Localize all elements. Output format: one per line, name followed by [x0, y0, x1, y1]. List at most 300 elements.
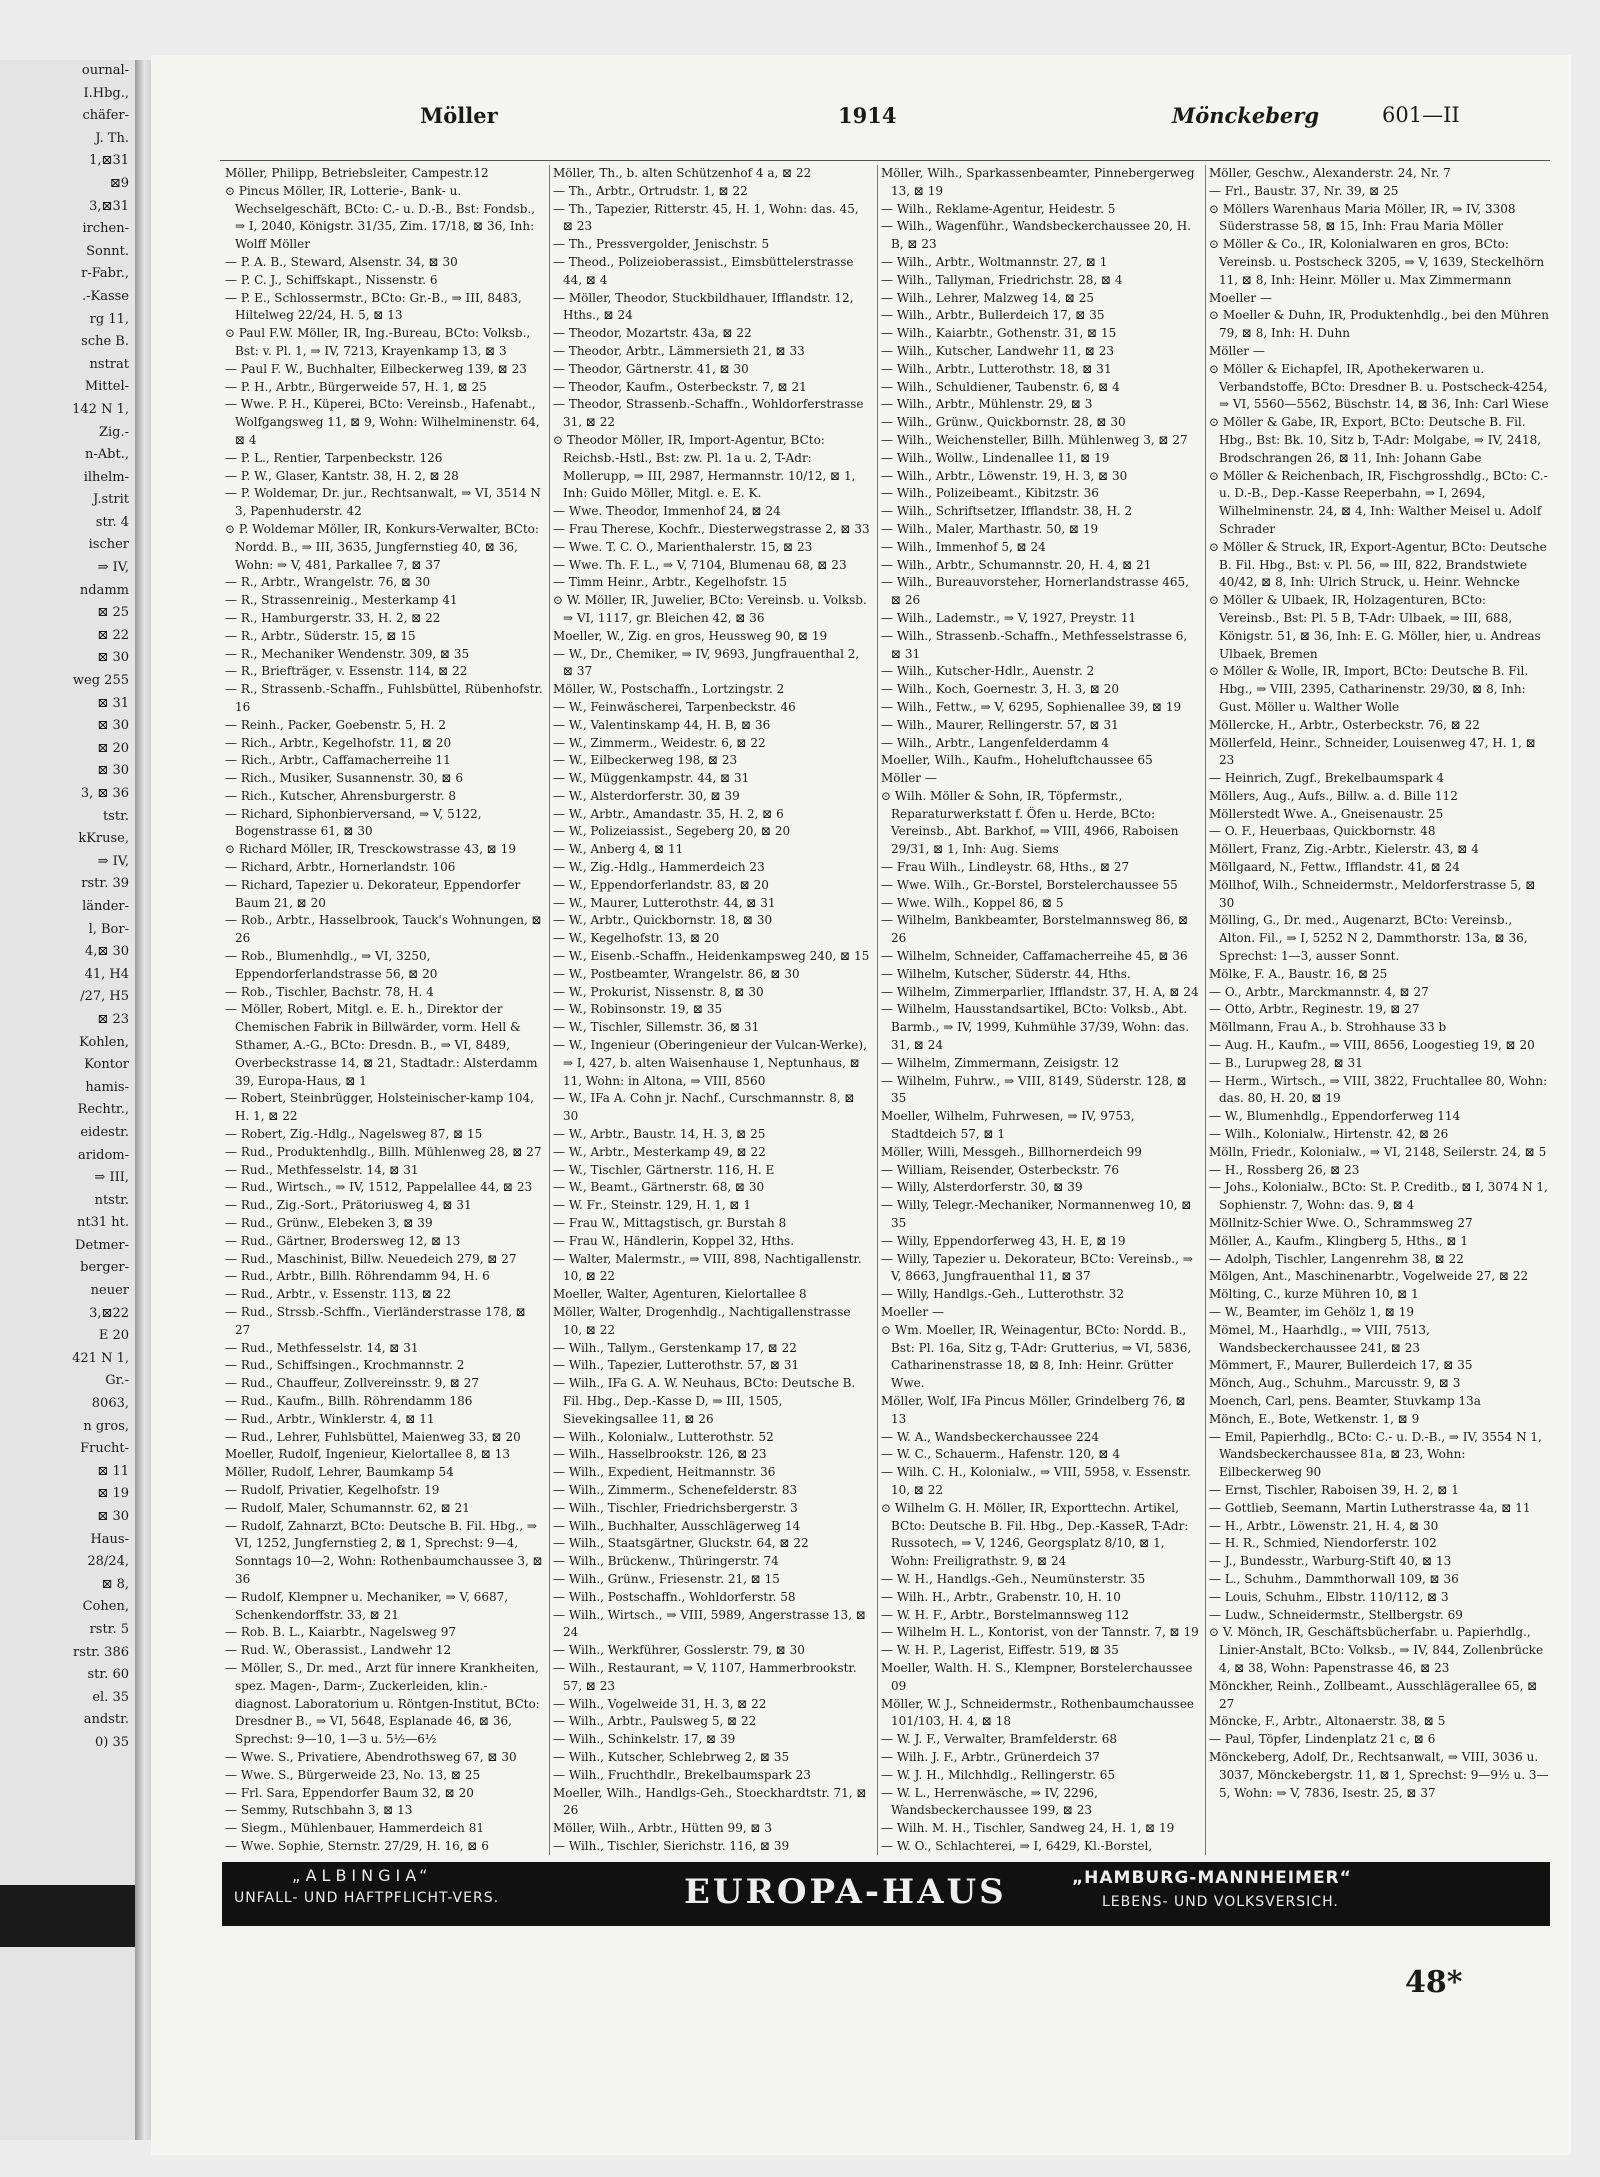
- directory-entry: — Rud., Gärtner, Brodersweg 12, ⊠ 13: [225, 1233, 461, 1248]
- directory-entry: Möller, A., Kaufm., Klingberg 5, Hths., ⊠ 1: [1209, 1233, 1469, 1248]
- directory-entry: Möller, Willi, Messgeh., Billhornerdeich 99: [881, 1144, 1142, 1159]
- directory-entry: Moeller, Walter, Agenturen, Kielortallee 8: [553, 1287, 807, 1302]
- directory-entry: — Rudolf, Privatier, Kegelhofstr. 19: [225, 1482, 440, 1497]
- directory-entry: — W., Beamter, im Gehölz 1, ⊠ 19: [1209, 1305, 1414, 1319]
- directory-entry: Möllerfeld, Heinr., Schneider, Louisenweg 47, H. 1, ⊠ 23: [1209, 735, 1536, 768]
- directory-entry: Möller, Th., b. alten Schützenhof 4 a, ⊠ 22: [553, 166, 812, 180]
- directory-entry: Mönch, Aug., Schuhm., Marcusstr. 9, ⊠ 3: [1209, 1376, 1461, 1391]
- directory-entry: — W., Valentinskamp 44, H. B, ⊠ 36: [553, 717, 771, 732]
- directory-entry: — Wilh., Schriftsetzer, Ifflandstr. 38, H. 2: [881, 504, 1133, 519]
- directory-entry: ⊙ Möller & Wolle, IR, Import, BCto: Deutsche B. Fil. Hbg., ⇒ VIII, 2395, Catharinenstr. 29/30, ⊠ 8, Inh: Gust. Möller u. Walther Wolle: [1209, 664, 1529, 714]
- directory-entry: — Wwe. T. C. O., Marienthalerstr. 15, ⊠ 23: [553, 539, 813, 554]
- directory-entry: — Rudolf, Zahnarzt, BCto: Deutsche B. Fil. Hbg., ⇒ VI, 1252, Jungfernstieg 2, ⊠ 1, Sprechst: 9—4, Sonntags 10—2, Wohn: Rothenbaumchaussee 3, ⊠ 36: [225, 1518, 543, 1586]
- strip-line: rstr. 386: [73, 1644, 129, 1660]
- column-rule: [877, 165, 878, 1855]
- directory-entry: — Wilh., Arbtr., Löwenstr. 19, H. 3, ⊠ 30: [881, 468, 1128, 483]
- directory-entry: — O., Arbtr., Marckmannstr. 4, ⊠ 27: [1209, 984, 1429, 999]
- strip-line: 0) 35: [94, 1734, 129, 1750]
- directory-entry: — Richard, Tapezier u. Dekorateur, Eppendorfer Baum 21, ⊠ 20: [225, 877, 521, 910]
- directory-entry: Mölke, F. A., Baustr. 16, ⊠ 25: [1209, 966, 1388, 981]
- directory-entry: — Möller, Robert, Mitgl. e. E. h., Direktor der Chemischen Fabrik in Billwärder, vorm. Hell & Sthamer, A.-G., BCto: Dresdn. B., ⇒ VI, 8489, Overbeckstrasse 14, ⊠ 21, Stadtadr.: Alsterdamm 39, Europa-Haus, ⊠ 1: [225, 1002, 538, 1088]
- directory-entry: — Rud., Lehrer, Fuhlsbüttel, Maienweg 33, ⊠ 20: [225, 1429, 521, 1444]
- directory-entry: — W., Tischler, Sillemstr. 36, ⊠ 31: [553, 1020, 760, 1035]
- directory-entry: ⊙ Möller & Gabe, IR, Export, BCto: Deutsche B. Fil. Hbg., Bst: Bk. 10, Sitz b, T-Adr: Molgabe, ⇒ IV, 2418, Brodschrangen 26, ⊠ 11, Inh: Johann Gabe: [1209, 415, 1542, 465]
- directory-entry: — Wwe. S., Bürgerweide 23, No. 13, ⊠ 25: [225, 1767, 481, 1782]
- directory-entry: — P. Woldemar, Dr. jur., Rechtsanwalt, ⇒ VI, 3514 N 3, Papenhuderstr. 42: [225, 486, 541, 519]
- signature-mark: 48*: [1405, 1965, 1463, 2000]
- strip-line: J. Th.: [95, 130, 129, 146]
- directory-entry: Möller, Geschw., Alexanderstr. 24, Nr. 7: [1209, 166, 1451, 180]
- strip-line: n gros,: [83, 1418, 129, 1434]
- directory-entry: — J., Bundesstr., Warburg-Stift 40, ⊠ 13: [1209, 1554, 1452, 1569]
- directory-entry: — Wilh., Wollw., Lindenallee 11, ⊠ 19: [881, 450, 1110, 465]
- directory-entry: Möllhof, Wilh., Schneidermstr., Meldorferstrasse 5, ⊠ 30: [1209, 877, 1536, 910]
- strip-line: rstr. 39: [81, 876, 129, 892]
- strip-line: 421 N 1,: [72, 1350, 129, 1366]
- directory-entry: — P. A. B., Steward, Alsenstr. 34, ⊠ 30: [225, 254, 458, 269]
- directory-entry: — Wilhelm, Hausstandsartikel, BCto: Volksb., Abt. Barmb., ⇒ IV, 1999, Kuhmühle 37/39, Wohn: das. 31, ⊠ 24: [881, 1002, 1190, 1053]
- strip-line: ⊠ 20: [97, 740, 129, 756]
- directory-column-3: [881, 165, 1199, 1855]
- directory-entry: — Theodor, Mozartstr. 43a, ⊠ 22: [553, 326, 752, 341]
- strip-line: J.strit: [93, 492, 129, 508]
- strip-line: ⊠ 22: [97, 627, 129, 643]
- directory-entry: — W. Fr., Steinstr. 129, H. 1, ⊠ 1: [553, 1198, 751, 1213]
- strip-line: Zig.-: [98, 424, 129, 440]
- directory-entry: ⊙ Möller & Struck, IR, Export-Agentur, BCto: Deutsche B. Fil. Hbg., Bst: v. Pl. 56, ⇒ III, 822, Brandstwiete 40/42, ⊠ 8, Inh: Ulrich Struck, u. Heinr. Wehncke: [1209, 539, 1547, 590]
- directory-entry: — Ernst, Tischler, Raboisen 39, H. 2, ⊠ 1: [1209, 1482, 1459, 1497]
- strip-line: ⊠ 19: [97, 1486, 129, 1502]
- directory-entry: — Wilh., Maurer, Rellingerstr. 57, ⊠ 31: [881, 717, 1119, 732]
- directory-entry: — Wwe. Sophie, Sternstr. 27/29, H. 16, ⊠ 6: [225, 1838, 489, 1853]
- directory-entry: Moench, Carl, pens. Beamter, Stuvkamp 13a: [1209, 1393, 1481, 1408]
- directory-entry: ⊙ W. Möller, IR, Juwelier, BCto: Vereinsb. u. Volksb. ⇒ VI, 1117, gr. Bleichen 42, ⊠ 36: [553, 593, 867, 625]
- directory-entry: — Rud., Produktenhdlg., Billh. Mühlenweg 28, ⊠ 27: [225, 1144, 542, 1159]
- directory-entry: — R., Arbtr., Süderstr. 15, ⊠ 15: [225, 628, 416, 643]
- directory-entry: — Wilh., Kutscher-Hdlr., Auenstr. 2: [881, 664, 1095, 679]
- directory-entry: — Rich., Kutscher, Ahrensburgerstr. 8: [225, 788, 457, 803]
- ad-hamburg-mannheimer: „HAMBURG-MANNHEIMER“: [1072, 1868, 1352, 1888]
- directory-entry: — Wilh., Koch, Goernestr. 3, H. 3, ⊠ 20: [881, 682, 1119, 697]
- ad-albingia-sub: UNFALL- UND HAFTPFLICHT-VERS.: [234, 1890, 500, 1906]
- directory-entry: — P. H., Arbtr., Bürgerweide 57, H. 1, ⊠ 25: [225, 379, 487, 394]
- directory-entry: — Wilh., Grünw., Quickbornstr. 28, ⊠ 30: [881, 415, 1126, 430]
- directory-entry: — P. W., Glaser, Kantstr. 38, H. 2, ⊠ 28: [225, 468, 459, 483]
- strip-line: Frucht-: [80, 1441, 129, 1457]
- strip-line: 4,⊠ 30: [85, 944, 129, 960]
- directory-entry: Möllmann, Frau A., b. Strohhause 33 b: [1209, 1020, 1447, 1035]
- directory-entry: — Wilh., Zimmerm., Schenefelderstr. 83: [553, 1482, 798, 1497]
- directory-entry: — Wilh., Reklame-Agentur, Heidestr. 5: [881, 201, 1116, 216]
- directory-entry: — Wilh., Arbtr., Mühlenstr. 29, ⊠ 3: [881, 397, 1093, 412]
- strip-line: 3,⊠22: [89, 1305, 129, 1321]
- directory-entry: — Th., Arbtr., Ortrudstr. 1, ⊠ 22: [553, 183, 748, 198]
- strip-line: chäfer-: [82, 108, 129, 124]
- directory-entry: — W., Arbtr., Amandastr. 35, H. 2, ⊠ 6: [553, 806, 784, 821]
- directory-entry: — W., Kegelhofstr. 13, ⊠ 20: [553, 931, 720, 946]
- directory-entry: Möller, W., Postschaffn., Lortzingstr. 2: [553, 682, 785, 697]
- directory-entry: Möller, Rudolf, Lehrer, Baumkamp 54: [225, 1465, 454, 1480]
- directory-entry: — Wwe. Wilh., Gr.-Borstel, Borstelerchaussee 55: [881, 877, 1178, 892]
- directory-entry: Mölling, G., Dr. med., Augenarzt, BCto: Vereinsb., Alton. Fil., ⇒ I, 5252 N 2, Dammthorstr. 13a, ⊠ 36, Sprechst: 1—3, ausser Sonnt.: [1209, 913, 1528, 964]
- directory-entry: — Wilh., Tischler, Sierichstr. 116, ⊠ 39: [553, 1838, 790, 1853]
- directory-entry: — Wilh. J. F., Arbtr., Grünerdeich 37: [881, 1749, 1100, 1764]
- directory-entry: — Möller, S., Dr. med., Arzt für innere Krankheiten, spez. Magen-, Darm-, Zuckerleiden, klin.-diagnost. Laboratorium u. Röntgen-Institut, BCto: Dresdner B., ⇒ VI, 5648, Esplanade 46, ⊠ 36, Sprechst: 9—10, 1—3 u. 5½—6½: [225, 1660, 540, 1747]
- directory-entry: Moeller, Wilh., Handlgs-Geh., Stoeckhardtstr. 71, ⊠ 26: [553, 1785, 867, 1818]
- directory-entry: Mömel, M., Haarhdlg., ⇒ VIII, 7513, Wandsbeckerchaussee 241, ⊠ 23: [1209, 1322, 1430, 1355]
- directory-entry: — Wilh., Expedient, Heitmannstr. 36: [553, 1465, 776, 1480]
- directory-entry: ⊙ Wilhelm G. H. Möller, IR, Exporttechn. Artikel, BCto: Deutsche B. Fil. Hbg., Dep.-KasseR, T-Adr: Russotech, ⇒ V, 1246, Georgsplatz 8/10, ⊠ 1, Wohn: Freiligrathstr. 9, ⊠ 24: [881, 1500, 1189, 1569]
- directory-entry: — Rudolf, Maler, Schumannstr. 62, ⊠ 21: [225, 1500, 470, 1515]
- directory-entry: — Rud., Grünw., Elebeken 3, ⊠ 39: [225, 1216, 433, 1231]
- directory-entry: — Rud., Maschinist, Billw. Neuedeich 279, ⊠ 27: [225, 1251, 517, 1266]
- header-right: Mönckeberg: [1172, 103, 1320, 128]
- directory-entry: — Ludw., Schneidermstr., Stellbergstr. 69: [1209, 1607, 1463, 1622]
- directory-entry: — Wilh., Staatsgärtner, Gluckstr. 64, ⊠ 22: [553, 1536, 809, 1551]
- directory-entry: — Wilh., Fruchthdlr., Brekelbaumspark 23: [553, 1767, 811, 1782]
- directory-entry: — Rud., Zig.-Sort., Prätoriusweg 4, ⊠ 31: [225, 1198, 472, 1213]
- strip-line: ilhelm-: [83, 469, 129, 485]
- directory-entry: Möller, Philipp, Betriebsleiter, Campestr.12: [225, 166, 489, 180]
- directory-entry: — Wilh., IFa G. A. W. Neuhaus, BCto: Deutsche B. Fil. Hbg., Dep.-Kasse D, ⇒ III, 1505, Sievekingsallee 11, ⊠ 26: [553, 1376, 856, 1426]
- ad-hamburg-mannheimer-sub: LEBENS- UND VOLKSVERSICH.: [1102, 1894, 1339, 1910]
- directory-entry: — Wilhelm H. L., Kontorist, von der Tannstr. 7, ⊠ 19: [881, 1625, 1199, 1640]
- directory-entry: — W. H. P., Lagerist, Eiffestr. 519, ⊠ 35: [881, 1643, 1119, 1658]
- directory-entry: Möller, Walter, Drogenhdlg., Nachtigallenstrasse 10, ⊠ 22: [553, 1305, 851, 1337]
- directory-entry: — W., IFa A. Cohn jr. Nachf., Curschmannstr. 8, ⊠ 30: [553, 1091, 855, 1124]
- directory-entry: — H. R., Schmied, Niendorferstr. 102: [1209, 1536, 1437, 1551]
- directory-entry: — Wilh., Postschaffn., Wohldorferstr. 58: [553, 1589, 796, 1604]
- directory-entry: ⊙ Moeller & Duhn, IR, Produktenhdlg., bei den Mühren 79, ⊠ 8, Inh: H. Duhn: [1209, 308, 1549, 341]
- directory-entry: — Siegm., Mühlenbauer, Hammerdeich 81: [225, 1821, 484, 1836]
- header-rule: [220, 160, 1550, 161]
- strip-line: länder-: [82, 898, 129, 914]
- directory-column-4: [1209, 165, 1549, 1855]
- strip-line: ⊠ 30: [97, 718, 129, 734]
- directory-entry: — William, Reisender, Osterbeckstr. 76: [881, 1162, 1119, 1177]
- advertisement-bar: [222, 1862, 1550, 1926]
- adjacent-page-strip: [0, 60, 135, 2140]
- header-left: Möller: [420, 103, 498, 128]
- directory-entry: — Möller, Theodor, Stuckbildhauer, Ifflandstr. 12, Hths., ⊠ 24: [553, 290, 854, 323]
- directory-entry: — Richard, Siphonbierversand, ⇒ V, 5122, Bogenstrasse 61, ⊠ 30: [225, 806, 482, 839]
- directory-entry: — Wilh., Lademstr., ⇒ V, 1927, Preystr. 11: [881, 610, 1137, 625]
- strip-line: Gr.-: [105, 1373, 129, 1389]
- strip-line: andstr.: [83, 1712, 129, 1728]
- strip-line: ischer: [88, 537, 129, 553]
- directory-entry: — Th., Pressvergolder, Jenischstr. 5: [553, 237, 770, 252]
- directory-entry: Mölln, Friedr., Kolonialw., ⇒ VI, 2148, Seilerstr. 24, ⊠ 5: [1209, 1144, 1547, 1159]
- directory-entry: — W., Prokurist, Nissenstr. 8, ⊠ 30: [553, 984, 764, 999]
- directory-entry: Möllers, Aug., Aufs., Billw. a. d. Bille 112: [1209, 788, 1458, 803]
- directory-entry: — Wilh., Kaiarbtr., Gothenstr. 31, ⊠ 15: [881, 326, 1117, 341]
- directory-entry: — Rob. B. L., Kaiarbtr., Nagelsweg 97: [225, 1625, 457, 1640]
- directory-entry: — W. A., Wandsbeckerchaussee 224: [881, 1429, 1099, 1444]
- directory-entry: — Wilh., Wagenführ., Wandsbeckerchaussee 20, H. B, ⊠ 23: [881, 219, 1191, 252]
- directory-entry: — Wilh., Tapezier, Lutterothstr. 57, ⊠ 31: [553, 1358, 800, 1373]
- directory-entry: — W. H., Handlgs.-Geh., Neumünsterstr. 35: [881, 1571, 1146, 1586]
- directory-entry: ⊙ Möller & Reichenbach, IR, Fischgrosshdlg., BCto: C.- u. D.-B., Dep.-Kasse Reeperbahn, ⇒ I, 2694, Wilhelminenstr. 24, ⊠ 4, Inh: Walther Meisel u. Adolf Schrader: [1209, 468, 1548, 536]
- strip-line: nstrat: [89, 356, 129, 372]
- strip-line: ⊠ 11: [97, 1463, 129, 1479]
- strip-line: n-Abt.,: [85, 447, 129, 463]
- directory-entry: — Semmy, Rutschbahn 3, ⊠ 13: [225, 1803, 413, 1818]
- strip-line: Sonnt.: [86, 243, 129, 259]
- strip-line: 3,⊠31: [89, 198, 129, 214]
- strip-line: Detmer-: [75, 1237, 129, 1253]
- directory-entry: — W. J. H., Milchhdlg., Rellingerstr. 65: [881, 1767, 1116, 1782]
- directory-entry: Möncke, F., Arbtr., Altonaerstr. 38, ⊠ 5: [1209, 1714, 1446, 1729]
- directory-entry: — Rud., Arbtr., v. Essenstr. 113, ⊠ 22: [225, 1287, 452, 1302]
- directory-entry: — Wilh., Grünw., Friesenstr. 21, ⊠ 15: [553, 1571, 780, 1586]
- directory-entry: ⊙ P. Woldemar Möller, IR, Konkurs-Verwalter, BCto: Nordd. B., ⇒ III, 3635, Jungfernstieg 40, ⊠ 36, Wohn: ⇒ V, 481, Parkallee 7, ⊠ 37: [225, 521, 539, 572]
- strip-line: I.Hbg.,: [83, 85, 129, 101]
- strip-line: nt31 ht.: [77, 1215, 129, 1231]
- directory-entry: — O. F., Heuerbaas, Quickbornstr. 48: [1209, 824, 1436, 839]
- directory-entry: — Frl., Baustr. 37, Nr. 39, ⊠ 25: [1209, 183, 1399, 198]
- directory-entry: — P. C. J., Schiffskapt., Nissenstr. 6: [225, 272, 438, 287]
- strip-line: ⊠ 30: [97, 650, 129, 666]
- directory-entry: — Rich., Arbtr., Kegelhofstr. 11, ⊠ 20: [225, 735, 452, 750]
- directory-entry: — Theodor, Kaufm., Osterbeckstr. 7, ⊠ 21: [553, 379, 807, 394]
- directory-entry: Moeller, Wilhelm, Fuhrwesen, ⇒ IV, 9753, Stadtdeich 57, ⊠ 1: [881, 1109, 1135, 1142]
- directory-entry: Mölgen, Ant., Maschinenarbtr., Vogelweide 27, ⊠ 22: [1209, 1269, 1529, 1284]
- directory-entry: — Wilh., Hasselbrookstr. 126, ⊠ 23: [553, 1447, 767, 1462]
- directory-entry: — Reinh., Packer, Goebenstr. 5, H. 2: [225, 717, 446, 732]
- directory-entry: — Wilh., Kolonialw., Hirtenstr. 42, ⊠ 26: [1209, 1127, 1449, 1142]
- directory-entry: — Wilh., Tischler, Friedrichsbergerstr. 3: [553, 1500, 798, 1515]
- directory-entry: — W., Maurer, Lutterothstr. 44, ⊠ 31: [553, 895, 776, 910]
- strip-line: ndamm: [79, 582, 129, 598]
- strip-line: 1,⊠31: [89, 153, 129, 169]
- directory-entry: — R., Strassenb.-Schaffn., Fuhlsbüttel, Rübenhofstr. 16: [225, 682, 543, 714]
- directory-entry: — W., Ingenieur (Oberingenieur der Vulcan-Werke), ⇒ I, 427, b. alten Waisenhause 1, Neptunhaus, ⊠ 11, Wohn: in Altona, ⇒ VIII, 8560: [553, 1038, 867, 1088]
- directory-entry: Möllgaard, N., Fettw., Ifflandstr. 41, ⊠ 24: [1209, 860, 1460, 875]
- directory-entry: — B., Lurupweg 28, ⊠ 31: [1209, 1055, 1363, 1070]
- directory-entry: — Rud., Methfesselstr. 14, ⊠ 31: [225, 1162, 419, 1177]
- directory-entry: — Wilh., Strassenb.-Schaffn., Methfesselstrasse 6, ⊠ 31: [881, 628, 1188, 661]
- directory-entry: — Wilhelm, Schneider, Caffamacherreihe 45, ⊠ 36: [881, 949, 1188, 964]
- directory-entry: — W., Anberg 4, ⊠ 11: [553, 842, 684, 857]
- strip-line: .-Kasse: [81, 288, 129, 304]
- strip-line: /27, H5: [80, 989, 129, 1005]
- directory-entry: ⊙ Paul F.W. Möller, IR, Ing.-Bureau, BCto: Volksb., Bst: v. Pl. 1, ⇒ IV, 7213, Krayenkamp 13, ⊠ 3: [225, 326, 531, 358]
- directory-entry: Möller —: [881, 771, 937, 786]
- strip-line: l, Bor-: [88, 921, 129, 937]
- directory-entry: — Robert, Steinbrügger, Holsteinischer-kamp 104, H. 1, ⊠ 22: [225, 1091, 534, 1124]
- directory-entry: — W., Arbtr., Quickbornstr. 18, ⊠ 30: [553, 913, 773, 928]
- directory-entry: — Wwe. P. H., Küperei, BCto: Vereinsb., Hafenabt., Wolfgangsweg 11, ⊠ 9, Wohn: Wilhelminenstr. 64, ⊠ 4: [225, 397, 540, 447]
- strip-line: ⊠ 25: [97, 605, 129, 621]
- directory-entry: — Wilh., Bureauvorsteher, Hornerlandstrasse 465, ⊠ 26: [881, 575, 1189, 608]
- directory-entry: — Willy, Handlgs.-Geh., Lutterothstr. 32: [881, 1287, 1124, 1302]
- strip-line: neuer: [90, 1283, 129, 1299]
- strip-line: Rechtr.,: [77, 1102, 129, 1118]
- strip-line: ournal-: [81, 63, 129, 78]
- strip-line: sche B.: [81, 334, 129, 350]
- directory-entry: — Wilh., Kutscher, Landwehr 11, ⊠ 23: [881, 343, 1115, 358]
- directory-entry: — Wwe. Wilh., Koppel 86, ⊠ 5: [881, 895, 1064, 910]
- directory-entry: — W., Zimmerm., Weidestr. 6, ⊠ 22: [553, 735, 766, 750]
- directory-entry: — W., Postbeamter, Wrangelstr. 86, ⊠ 30: [553, 966, 800, 981]
- directory-entry: — Rich., Musiker, Susannenstr. 30, ⊠ 6: [225, 771, 463, 786]
- directory-entry: — Wilh., Polizeibeamt., Kibitzstr. 36: [881, 486, 1099, 501]
- strip-line: ⇒ IV,: [97, 560, 129, 576]
- directory-entry: — Wilh., Fettw., ⇒ V, 6295, Sophienallee 39, ⊠ 19: [881, 699, 1182, 714]
- directory-entry: — Willy, Telegr.-Mechaniker, Normannenweg 10, ⊠ 35: [881, 1198, 1192, 1231]
- directory-entry: ⊙ Möllers Warenhaus Maria Möller, IR, ⇒ IV, 3308 Süderstrasse 58, ⊠ 15, Inh: Frau Maria Möller: [1209, 201, 1516, 234]
- directory-entry: — Rudolf, Klempner u. Mechaniker, ⇒ V, 6687, Schenkendorffstr. 33, ⊠ 21: [225, 1589, 509, 1622]
- directory-entry: — W., Tischler, Gärtnerstr. 116, H. E: [553, 1162, 775, 1177]
- directory-entry: — Th., Tapezier, Ritterstr. 45, H. 1, Wohn: das. 45, ⊠ 23: [553, 201, 859, 234]
- directory-entry: — W., Dr., Chemiker, ⇒ IV, 9693, Jungfrauenthal 2, ⊠ 37: [553, 646, 860, 679]
- directory-entry: — Wwe. Th. F. L., ⇒ V, 7104, Blumenau 68, ⊠ 23: [553, 557, 847, 572]
- directory-entry: — P. L., Rentier, Tarpenbeckstr. 126: [225, 450, 443, 465]
- directory-entry: — Richard, Arbtr., Hornerlandstr. 106: [225, 860, 456, 875]
- header-year: 1914: [838, 103, 897, 128]
- ad-europa-haus: EUROPA-HAUS: [684, 1872, 1007, 1912]
- page-number: 601—II: [1382, 103, 1460, 127]
- directory-entry: — Heinrich, Zugf., Brekelbaumspark 4: [1209, 771, 1445, 786]
- directory-entry: — Rob., Arbtr., Hasselbrook, Tauck's Wohnungen, ⊠ 26: [225, 913, 542, 946]
- directory-entry: — Rob., Tischler, Bachstr. 78, H. 4: [225, 984, 434, 999]
- strip-line: str. 60: [87, 1667, 129, 1683]
- directory-entry: — Wilh. H., Arbtr., Grabenstr. 10, H. 10: [881, 1589, 1121, 1604]
- strip-line: ⊠ 31: [97, 695, 129, 711]
- directory-entry: Moeller, W., Zig. en gros, Heussweg 90, ⊠ 19: [553, 628, 828, 643]
- directory-entry: — Otto, Arbtr., Reginestr. 19, ⊠ 27: [1209, 1002, 1420, 1017]
- directory-entry: — Wilh. C. H., Kolonialw., ⇒ VIII, 5958, v. Essenstr. 10, ⊠ 22: [881, 1465, 1191, 1497]
- directory-entry: Moeller, Rudolf, Ingenieur, Kielortallee 8, ⊠ 13: [225, 1447, 511, 1462]
- directory-entry: — Paul, Töpfer, Lindenplatz 21 c, ⊠ 6: [1209, 1732, 1436, 1747]
- strip-line: el. 35: [92, 1689, 129, 1705]
- directory-entry: — Theodor, Strassenb.-Schaffn., Wohldorferstrasse 31, ⊠ 22: [553, 397, 864, 430]
- strip-line: ⇒ IV,: [97, 853, 129, 869]
- strip-line: aridom-: [78, 1147, 129, 1163]
- directory-entry: — Walter, Malermstr., ⇒ VIII, 898, Nachtigallenstr. 10, ⊠ 22: [553, 1251, 862, 1284]
- directory-entry: — Rud., Strssb.-Schffn., Vierländerstrasse 178, ⊠ 27: [225, 1305, 526, 1337]
- directory-entry: — Frau W., Händlerin, Koppel 32, Hths.: [553, 1233, 795, 1248]
- directory-entry: ⊙ Möller & Eichapfel, IR, Apothekerwaren u. Verbandstoffe, BCto: Dresdner B. u. Postscheck-4254, ⇒ VI, 5560—5562, Büschstr. 14, ⊠ 36, Inh: Carl Wiese: [1209, 361, 1549, 412]
- directory-entry: ⊙ V. Mönch, IR, Geschäftsbücherfabr. u. Papierhdlg., Linier-Anstalt, BCto: Volksb., ⇒ IV, 844, Zollenbrücke 4, ⊠ 38, Wohn: Papenstrasse 46, ⊠ 23: [1209, 1625, 1544, 1675]
- directory-entry: — Paul F. W., Buchhalter, Eilbeckerweg 139, ⊠ 23: [225, 361, 527, 376]
- directory-entry: — Wilh., Arbtr., Lutterothstr. 18, ⊠ 31: [881, 361, 1112, 376]
- directory-entry: Möllert, Franz, Zig.-Arbtr., Kielerstr. 43, ⊠ 4: [1209, 842, 1479, 857]
- directory-entry: Moeller, Wilh., Kaufm., Hoheluftchaussee 65: [881, 753, 1153, 768]
- directory-entry: — Rud., Kaufm., Billh. Röhrendamm 186: [225, 1393, 473, 1408]
- directory-entry: — Emil, Papierhdlg., BCto: C.- u. D.-B., ⇒ IV, 3554 N 1, Wandsbeckerchaussee 81a, ⊠ 23, Wohn: Eilbeckerweg 90: [1209, 1429, 1542, 1480]
- directory-entry: ⊙ Theodor Möller, IR, Import-Agentur, BCto: Reichsb.-Hstl., Bst: zw. Pl. 1a u. 2, T-Adr: Mollerupp, ⇒ III, 2987, Hermannstr. 10/12, ⊠ 1, Inh: Guido Möller, Mitgl. e. E. K.: [553, 432, 856, 501]
- directory-entry: Möller, Wilh., Arbtr., Hütten 99, ⊠ 3: [553, 1821, 772, 1836]
- directory-entry: — Adolph, Tischler, Langenrehm 38, ⊠ 22: [1209, 1251, 1464, 1266]
- directory-entry: — Wilh., Tallyman, Friedrichstr. 28, ⊠ 4: [881, 272, 1123, 287]
- directory-entry: — Wilhelm, Bankbeamter, Borstelmannsweg 86, ⊠ 26: [881, 913, 1189, 946]
- directory-entry: Möller, Wolf, IFa Pincus Möller, Grindelberg 76, ⊠ 13: [881, 1393, 1186, 1426]
- strip-line: ⊠9: [109, 175, 129, 191]
- directory-entry: — Frl. Sara, Eppendorfer Baum 32, ⊠ 20: [225, 1785, 474, 1800]
- directory-entry: — Herm., Wirtsch., ⇒ VIII, 3822, Fruchtallee 80, Wohn: das. 80, H. 20, ⊠ 19: [1209, 1073, 1548, 1106]
- directory-entry: — W., Eppendorferlandstr. 83, ⊠ 20: [553, 877, 769, 892]
- directory-entry: Mönckher, Reinh., Zollbeamt., Ausschlägerallee 65, ⊠ 27: [1209, 1678, 1538, 1711]
- strip-line: 41, H4: [84, 966, 129, 982]
- running-header: [0, 103, 1600, 135]
- directory-entry: — Wilh., Arbtr., Woltmannstr. 27, ⊠ 1: [881, 254, 1108, 269]
- directory-entry: — Frau Therese, Kochfr., Diesterwegstrasse 2, ⊠ 33: [553, 521, 870, 536]
- directory-entry: Moeller —: [1209, 290, 1272, 305]
- directory-entry: — Wilhelm, Zimmerparlier, Ifflandstr. 37, H. A, ⊠ 24: [881, 984, 1199, 999]
- book-gutter: [135, 60, 151, 2140]
- directory-entry: — Wilh., Kutscher, Schlebrweg 2, ⊠ 35: [553, 1749, 790, 1764]
- strip-line: ntstr.: [94, 1192, 129, 1208]
- directory-entry: — Rud., Methfesselstr. 14, ⊠ 31: [225, 1340, 419, 1355]
- directory-entry: — Wilh., Buchhalter, Ausschlägerweg 14: [553, 1518, 801, 1533]
- directory-entry: — Wilh., Restaurant, ⇒ V, 1107, Hammerbrookstr. 57, ⊠ 23: [553, 1660, 857, 1693]
- directory-entry: Mölting, C., kurze Mühren 10, ⊠ 1: [1209, 1287, 1419, 1302]
- directory-entry: — R., Hamburgerstr. 33, H. 2, ⊠ 22: [225, 610, 441, 625]
- strip-line: str. 4: [95, 514, 129, 530]
- strip-line: weg 255: [72, 673, 129, 689]
- strip-line: kKruse,: [78, 831, 129, 847]
- directory-entry: — Wwe. Theodor, Immenhof 24, ⊠ 24: [553, 504, 781, 519]
- strip-line: Kontor: [84, 1057, 129, 1073]
- directory-entry: — Theodor, Arbtr., Lämmersieth 21, ⊠ 33: [553, 343, 805, 358]
- strip-line: ⊠ 30: [97, 1509, 129, 1524]
- directory-entry: — W., Beamt., Gärtnerstr. 68, ⊠ 30: [553, 1180, 765, 1195]
- directory-entry: Möllercke, H., Arbtr., Osterbeckstr. 76, ⊠ 22: [1209, 717, 1480, 732]
- strip-line: ⊠ 30: [97, 763, 129, 779]
- column-rule: [1205, 165, 1206, 1855]
- directory-entry: — Wilh., Maler, Marthastr. 50, ⊠ 19: [881, 521, 1099, 536]
- directory-entry: — Wilhelm, Fuhrw., ⇒ VIII, 8149, Süderstr. 128, ⊠ 35: [881, 1073, 1187, 1106]
- directory-entry: — Rich., Arbtr., Caffamacherreihe 11: [225, 753, 451, 768]
- strip-line: rstr. 5: [89, 1621, 129, 1637]
- directory-entry: — W. H. F., Arbtr., Borstelmannsweg 112: [881, 1607, 1130, 1622]
- directory-entry: — Wilh., Tallym., Gerstenkamp 17, ⊠ 22: [553, 1340, 797, 1355]
- directory-entry: — P. E., Schlossermstr., BCto: Gr.-B., ⇒ III, 8483, Hiltelweg 22/24, H. 5, ⊠ 13: [225, 290, 522, 323]
- strip-line: Cohen,: [82, 1599, 129, 1615]
- directory-entry: — W. L., Herrenwäsche, ⇒ IV, 2296, Wandsbeckerchaussee 199, ⊠ 23: [881, 1785, 1098, 1818]
- directory-entry: Möllnitz-Schier Wwe. O., Schrammsweg 27: [1209, 1216, 1473, 1231]
- directory-entry: — Willy, Tapezier u. Dekorateur, BCto: Vereinsb., ⇒ V, 8663, Jungfrauenthal 11, ⊠ 37: [881, 1251, 1193, 1284]
- directory-entry: — W., Alsterdorferstr. 30, ⊠ 39: [553, 788, 740, 803]
- directory-entry: — Wilh., Wirtsch., ⇒ VIII, 5989, Angerstrasse 13, ⊠ 24: [553, 1607, 866, 1640]
- directory-entry: — R., Mechaniker Wendenstr. 309, ⊠ 35: [225, 646, 470, 661]
- directory-entry: ⊙ Wm. Moeller, IR, Weinagentur, BCto: Nordd. B., Bst: Pl. 16a, Sitz g, T-Adr: Grutterius, ⇒ VI, 5836, Catharinenstrasse 18, ⊠ 8, Inh: Heinr. Grütter Wwe.: [881, 1322, 1192, 1391]
- directory-entry: Möller, W. J., Schneidermstr., Rothenbaumchaussee 101/103, H. 4, ⊠ 18: [881, 1696, 1195, 1729]
- strip-line: Kohlen,: [79, 1034, 129, 1050]
- directory-entry: — Wilh., Arbtr., Schumannstr. 20, H. 4, ⊠ 21: [881, 557, 1152, 572]
- directory-entry: — W., Eilbeckerweg 198, ⊠ 23: [553, 753, 738, 768]
- directory-entry: Mömmert, F., Maurer, Bullerdeich 17, ⊠ 35: [1209, 1358, 1473, 1373]
- column-rule: [549, 165, 550, 1855]
- directory-entry: — Willy, Alsterdorferstr. 30, ⊠ 39: [881, 1180, 1083, 1195]
- directory-entry: — W., Zig.-Hdlg., Hammerdeich 23: [553, 860, 765, 875]
- directory-entry: — Wilh., Schinkelstr. 17, ⊠ 39: [553, 1732, 736, 1747]
- directory-entry: — W., Robinsonstr. 19, ⊠ 35: [553, 1002, 723, 1017]
- directory-entry: Möllerstedt Wwe. A., Gneisenaustr. 25: [1209, 806, 1444, 821]
- directory-entry: Mönch, E., Bote, Wetkenstr. 1, ⊠ 9: [1209, 1411, 1420, 1426]
- directory-entry: ⊙ Pincus Möller, IR, Lotterie-, Bank- u. Wechselgeschäft, BCto: C.- u. D.-B., Bst: Fondsb., ⇒ I, 2040, Königstr. 31/35, Zim. 17/18, ⊠ 36, Inh: Wolff Möller: [225, 183, 536, 252]
- directory-entry: — W., Eisenb.-Schaffn., Heidenkampsweg 240, ⊠ 15: [553, 949, 870, 964]
- directory-entry: — H., Rossberg 26, ⊠ 23: [1209, 1162, 1360, 1177]
- directory-entry: — Wilh., Immenhof 5, ⊠ 24: [881, 539, 1046, 554]
- directory-entry: — W. C., Schauerm., Hafenstr. 120, ⊠ 4: [881, 1447, 1121, 1462]
- strip-line: hamis-: [85, 1079, 129, 1095]
- adjacent-page-ad-bar: [0, 1885, 135, 1947]
- strip-line: Mittel-: [84, 379, 129, 395]
- directory-entry: — W., Feinwäscherei, Tarpenbeckstr. 46: [553, 699, 796, 714]
- directory-entry: — Wilh., Arbtr., Langenfelderdamm 4: [881, 735, 1109, 750]
